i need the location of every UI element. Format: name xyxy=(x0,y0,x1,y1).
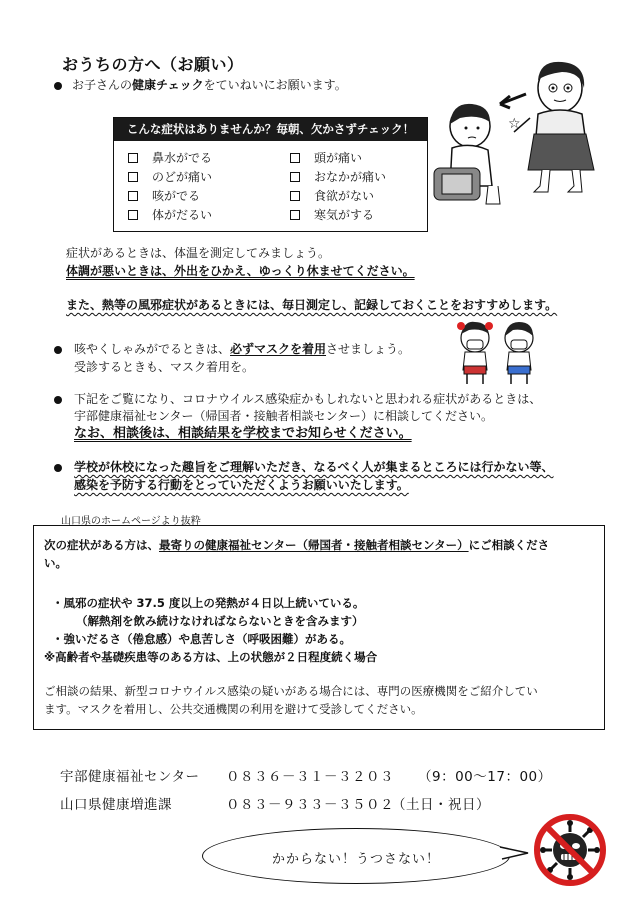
check-label: 体がだるい xyxy=(152,208,213,222)
info-lead-post: にご相談くださ xyxy=(468,538,550,552)
check-label: 食欲がない xyxy=(314,189,375,203)
checkbox-icon[interactable] xyxy=(290,191,300,201)
check-item[interactable] xyxy=(128,188,290,204)
contact-ube-hours: （9：00～17：00） xyxy=(418,769,552,785)
check-label: のどが痛い xyxy=(152,170,213,184)
no-virus-icon xyxy=(530,810,610,890)
symptom-2: ・強いだるさ（倦怠感）や息苦しさ（呼吸困難）がある。 xyxy=(52,632,351,646)
check-label: 咳がでる xyxy=(152,189,201,203)
mask-pre: 咳やくしゃみがでるときは、 xyxy=(74,342,231,356)
consult-line2: 宇部健康福祉センター（帰国者・接触者相談センター）に相談してください。 xyxy=(74,409,494,423)
check-item[interactable] xyxy=(128,169,290,185)
mask-post: させましょう。 xyxy=(326,342,411,356)
checkbox-icon[interactable] xyxy=(128,191,138,201)
symptom-1b: （解熱剤を飲み続けなければならないときを含みます） xyxy=(76,614,364,628)
check-item[interactable] xyxy=(128,207,290,223)
check-label: 頭が痛い xyxy=(314,151,363,165)
checkbox-icon[interactable] xyxy=(128,210,138,220)
checklist-grid xyxy=(128,150,417,223)
info-box xyxy=(33,525,605,730)
check-item[interactable] xyxy=(128,150,290,166)
bullet-dot xyxy=(54,82,62,90)
checkbox-icon[interactable] xyxy=(290,172,300,182)
closure-line2: 感染を予防する行動をとっていただくようお願いいたします。 xyxy=(74,478,409,492)
check-item[interactable] xyxy=(290,207,430,223)
check-label: 鼻水がでる xyxy=(152,151,213,165)
check-label: おなかが痛い xyxy=(314,170,387,184)
mask-bold: 必ずマスクを着用 xyxy=(230,342,327,356)
children-mask-illustration xyxy=(455,318,545,386)
source-note: 山口県のホームページより抜粋 xyxy=(61,516,201,527)
closure-line1: 学校が休校になった趣旨をご理解いただき、なるべく人が集まるところには行かない等、 xyxy=(74,460,554,474)
info-lead xyxy=(44,536,594,554)
fever-note: また、熱等の風邪症状があるときには、毎日測定し、記録しておくことをおすすめします。 xyxy=(66,298,558,312)
checklist-heading: こんな症状はありませんか？毎朝、欠かさずチェック！ xyxy=(114,118,427,141)
slogan: かからない！うつさない！ xyxy=(271,852,440,867)
check-item[interactable] xyxy=(290,150,430,166)
intro-pre: お子さんの xyxy=(72,78,133,92)
info-lead-line2: い。 xyxy=(44,556,67,570)
symptom-3: ※高齢者や基礎疾患等のある方は、上の状態が２日程度続く場合 xyxy=(44,650,378,664)
intro-bold: 健康チェック xyxy=(132,78,204,92)
checkbox-icon[interactable] xyxy=(128,172,138,182)
symptom-1: ・風邪の症状や 37.5 度以上の発熱が４日以上続いている。 xyxy=(52,596,365,610)
contact-pref-name: 山口県健康増進課 xyxy=(60,797,172,813)
checkbox-icon[interactable] xyxy=(290,153,300,163)
star-icon: ☆ xyxy=(508,116,521,132)
consult-line1: 下記をご覧になり、コロナウイルス感染症かもしれないと思われる症状があるときは、 xyxy=(74,392,542,406)
consult-line3: なお、相談後は、相談結果を学校までお知らせください。 xyxy=(74,426,412,441)
info-lead-center: 最寄りの健康福祉センター（帰国者・接触者相談センター） xyxy=(159,538,469,552)
contact-pref-phone[interactable]: ０８３－９３３－３５０２ xyxy=(226,797,394,813)
bullet-dot xyxy=(54,464,62,472)
intro-line xyxy=(72,76,347,94)
bullet-dot xyxy=(54,396,62,404)
parent-child-illustration xyxy=(430,58,610,208)
symptom-checklist xyxy=(113,117,428,232)
contact-ube-phone[interactable]: ０８３６－３１－３２０３ xyxy=(226,769,394,785)
page-title: おうちの方へ（お願い） xyxy=(62,55,244,74)
check-item[interactable] xyxy=(290,188,430,204)
check-label: 寒気がする xyxy=(314,208,375,222)
mask-line2: 受診するときも、マスク着用を。 xyxy=(74,360,255,374)
info-result-2: ます。マスクを着用し、公共交通機関の利用を避けて受診してください。 xyxy=(44,702,423,716)
check-item[interactable] xyxy=(290,169,430,185)
checkbox-icon[interactable] xyxy=(128,153,138,163)
info-result-1: ご相談の結果、新型コロナウイルス感染の疑いがある場合には、専門の医療機関をご紹介してい xyxy=(44,684,538,698)
contact-ube-name: 宇部健康福祉センター xyxy=(60,769,200,785)
intro-post: をていねいにお願います。 xyxy=(203,78,347,92)
checkbox-icon[interactable] xyxy=(290,210,300,220)
info-lead-pre: 次の症状がある方は、 xyxy=(44,538,159,552)
temp-note-line2: 体調が悪いときは、外出をひかえ、ゆっくり休ませてください。 xyxy=(66,264,415,278)
temp-note-line1: 症状があるときは、体温を測定してみましょう。 xyxy=(66,246,331,260)
bullet-dot xyxy=(54,346,62,354)
contact-pref-hours: （土日・祝日） xyxy=(392,797,490,813)
mask-line1 xyxy=(74,340,410,358)
